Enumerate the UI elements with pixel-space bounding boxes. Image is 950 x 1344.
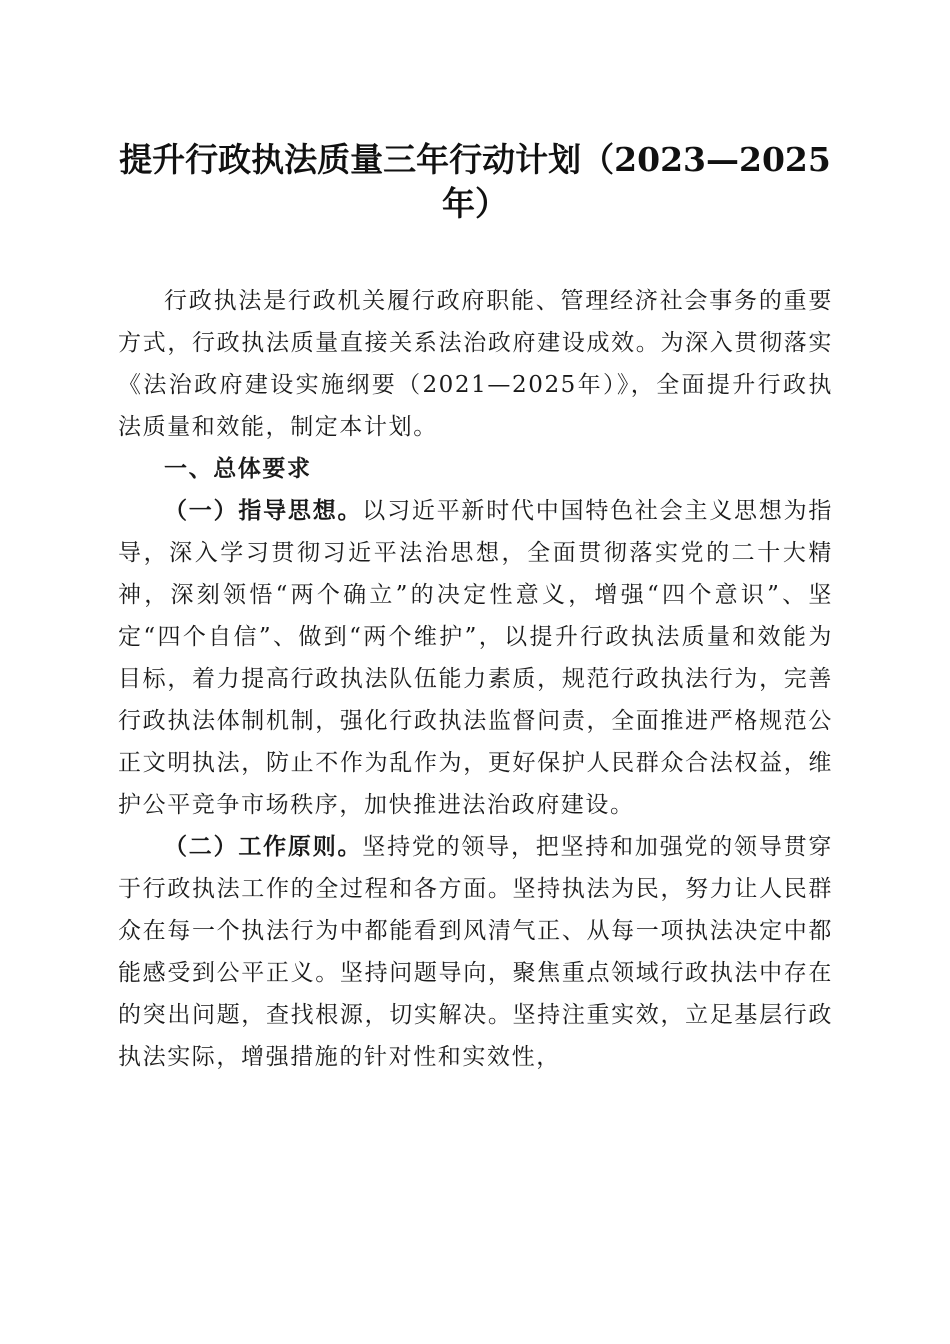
document-body (118, 280, 833, 1078)
guiding-ideology-text: 以习近平新时代中国特色社会主义思想为指导，深入学习贯彻习近平法治思想，全面贯彻落实党的二十大精神，深刻领悟“两个确立”的决定性意义，增强“四个意识”、坚定“四个自信”、做到“两个维护”，以提升行政执法质量和效能为目标，着力提高行政执法队伍能力素质，规范行政执法行为，完善行政执法体制机制，强化行政执法监督问责，全面推进严格规范公正文明执法，防止不作为乱作为，更好保护人民群众合法权益，维护公平竞争市场秩序，加快推进法治政府建设。 (118, 498, 833, 818)
paragraph-guiding-ideology (118, 490, 833, 826)
document-title: 提升行政执法质量三年行动计划（2023—2025年） (119, 140, 831, 223)
working-principles-text: 坚持党的领导，把坚持和加强党的领导贯穿于行政执法工作的全过程和各方面。坚持执法为民，努力让人民群众在每一个执法行为中都能看到风清气正、从每一项执法决定中都能感受到公平正义。坚持问题导向，聚焦重点领域行政执法中存在的突出问题，查找根源，切实解决。坚持注重实效，立足基层行政执法实际，增强措施的针对性和实效性， (118, 834, 833, 1070)
subheading-working-principles: （二）工作原则。 (164, 833, 363, 860)
intro-paragraph: 行政执法是行政机关履行政府职能、管理经济社会事务的重要方式，行政执法质量直接关系法治政府建设成效。为深入贯彻落实《法治政府建设实施纲要（2021—2025年）》，全面提升行政执法质量和效能，制定本计划。 (118, 288, 833, 440)
section-heading-overall-requirements: 一、总体要求 (164, 456, 312, 482)
subheading-guiding-ideology: （一）指导思想。 (164, 497, 363, 524)
paragraph-working-principles (118, 826, 833, 1078)
